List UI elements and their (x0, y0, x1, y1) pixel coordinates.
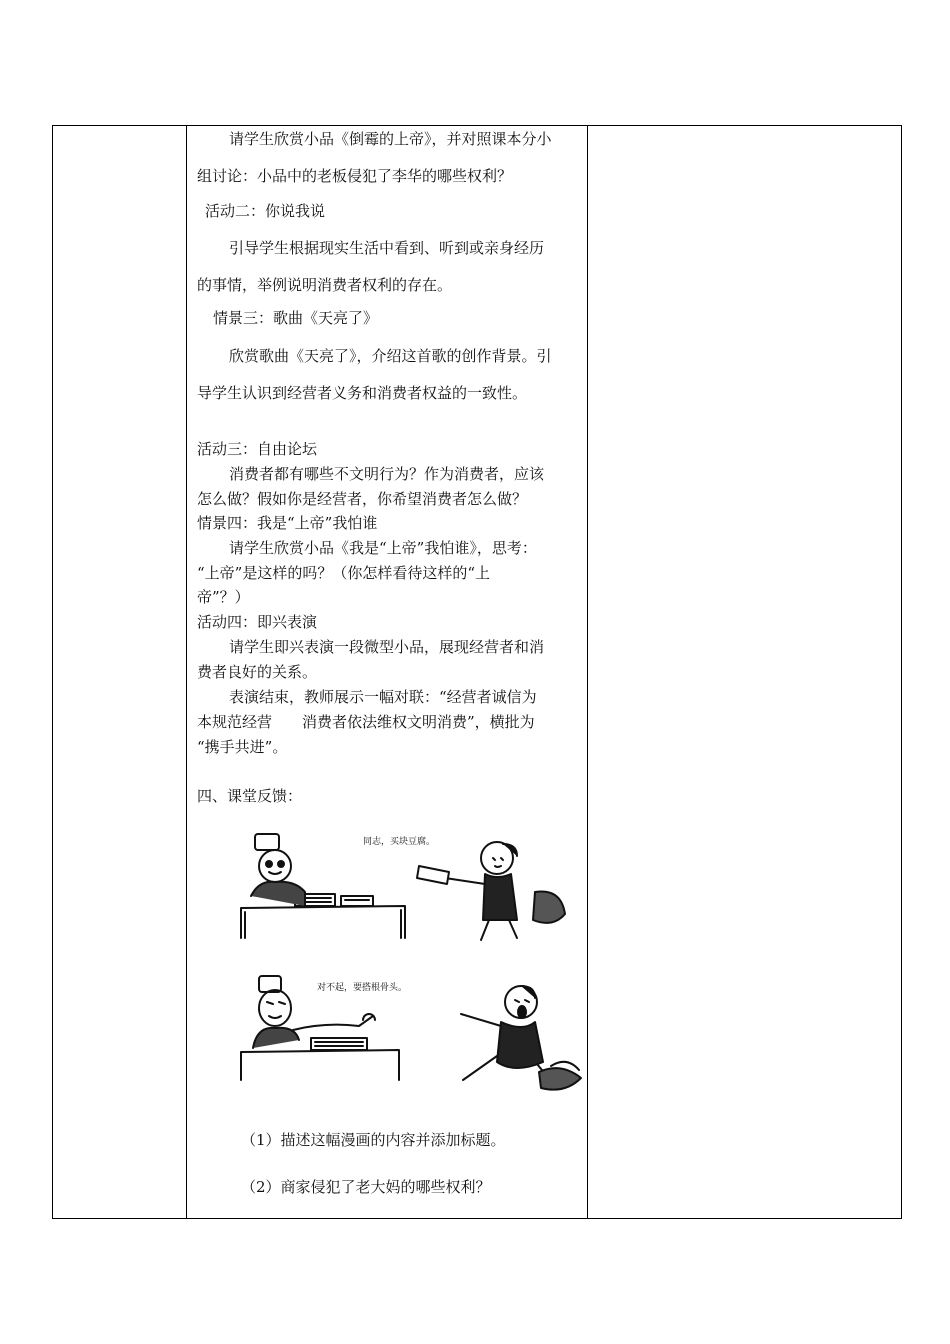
text-line: 怎么做？假如你是经营者，你希望消费者怎么做？ (197, 490, 528, 508)
question-1: （1）描述这幅漫画的内容并添加标题。 (241, 1131, 506, 1149)
text-line: 费者良好的关系。 (197, 663, 318, 681)
text-line: 请学生欣赏小品《我是“上帝”我怕谁》，思考： (229, 539, 537, 557)
lesson-table (52, 125, 902, 1219)
text-line: “上帝”是这样的吗？（你怎样看待这样的“上 (197, 564, 491, 582)
text-line: 组讨论：小品中的老板侵犯了李华的哪些权利？ (197, 167, 513, 185)
text-line: “携手共进”。 (197, 738, 288, 756)
comic-caption-bottom: 对不起，要搭根骨头。 (317, 983, 408, 993)
scene-heading: 情景三：歌曲《天亮了》 (213, 309, 379, 327)
column-divider-left (186, 126, 187, 1218)
comic-caption-top: 同志，买块豆腐。 (363, 837, 436, 847)
question-2: （2）商家侵犯了老大妈的哪些权利？ (241, 1178, 491, 1196)
activity-heading: 活动四：即兴表演 (197, 613, 318, 631)
comic-illustration (235, 826, 587, 1098)
text-line: 帝”？） (197, 588, 250, 606)
text-line: 表演结束，教师展示一幅对联：“经营者诚信为 (229, 688, 537, 706)
text-line: 消费者都有哪些不文明行为？作为消费者，应该 (229, 465, 545, 483)
activity-heading: 活动二：你说我说 (205, 202, 326, 220)
activity-heading: 活动三：自由论坛 (197, 440, 318, 458)
text-line: 本规范经营 消费者依法维权文明消费”，横批为 (197, 713, 535, 731)
text-line: 请学生欣赏小品《倒霉的上帝》，并对照课本分小 (229, 130, 552, 148)
scene-heading: 情景四：我是“上帝”我怕谁 (197, 514, 378, 532)
text-line: 引导学生根据现实生活中看到、听到或亲身经历 (229, 239, 545, 257)
text-line: 的事情，举例说明消费者权利的存在。 (197, 276, 453, 294)
column-divider-right (587, 126, 588, 1218)
text-line: 导学生认识到经营者义务和消费者权益的一致性。 (197, 384, 528, 402)
text-line: 请学生即兴表演一段微型小品，展现经营者和消 (229, 638, 545, 656)
section-heading: 四、课堂反馈： (197, 787, 303, 805)
text-line: 欣赏歌曲《天亮了》，介绍这首歌的创作背景。引 (229, 347, 552, 365)
